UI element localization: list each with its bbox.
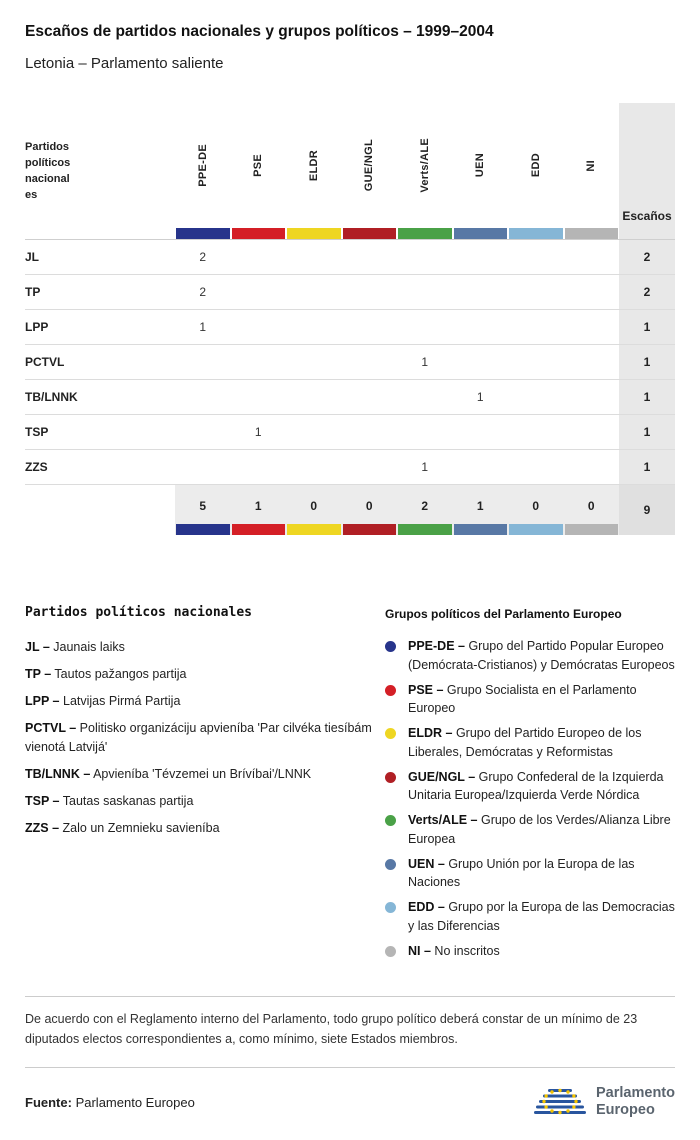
- group-label: ELDR: [307, 149, 320, 182]
- national-parties-legend-title: Partidos políticos nacionales: [25, 605, 252, 620]
- seat-cell: [175, 345, 231, 380]
- group-abbr: PPE-DE –: [408, 639, 465, 653]
- seat-cell: [286, 380, 342, 415]
- seat-cell: [564, 415, 620, 450]
- seat-cell: [397, 380, 453, 415]
- group-color-bar: [509, 524, 563, 535]
- group-label: UEN: [474, 153, 487, 178]
- seat-cell: [342, 310, 398, 345]
- party-name: TP: [25, 275, 175, 310]
- seats-header-label: Escaños: [622, 209, 672, 223]
- seat-cell: [231, 345, 287, 380]
- group-color-bar: [287, 524, 341, 535]
- party-legend-item: [25, 765, 373, 783]
- party-legend-item: [25, 638, 373, 656]
- seat-cell: 2: [175, 240, 231, 275]
- corner-line: es: [25, 189, 38, 201]
- party-abbr: TP –: [25, 667, 52, 682]
- group-legend-item: [385, 681, 675, 719]
- group-color-bar: [176, 524, 230, 535]
- ep-groups-legend: [385, 605, 675, 966]
- group-color-bar: [287, 228, 341, 239]
- group-total-cell: [342, 485, 398, 535]
- group-label: Verts/ALE: [418, 138, 431, 193]
- corner-line: nacional: [25, 173, 70, 185]
- party-full-name: Jaunais laiks: [53, 640, 125, 654]
- legend-section: [25, 605, 675, 966]
- group-abbr: NI –: [408, 943, 431, 958]
- seat-cell: 1: [453, 380, 509, 415]
- group-total-cell: [508, 485, 564, 535]
- group-abbr: EDD –: [408, 900, 445, 914]
- footer: [25, 1082, 675, 1122]
- seat-cell: [508, 345, 564, 380]
- seat-cell: [342, 240, 398, 275]
- group-total-cell: [175, 485, 231, 535]
- vlabel-wrap: [564, 103, 620, 228]
- group-total-value: 5: [199, 499, 207, 513]
- group-description: Grupo por la Europa de las Democracias y las Diferencias: [408, 900, 675, 933]
- seat-cell: [342, 415, 398, 450]
- group-color-dot: [385, 902, 396, 913]
- row-seats-total: 1: [619, 450, 675, 485]
- party-legend-item: [25, 719, 373, 755]
- group-color-bar: [232, 228, 286, 239]
- seat-cell: [453, 275, 509, 310]
- group-description: No inscritos: [434, 943, 500, 958]
- vlabel-wrap: [453, 103, 509, 228]
- group-color-bar: [454, 228, 508, 239]
- group-description: Grupo del Partido Popular Europeo (Demócrata-Cristianos) y Demócratas Europeos: [408, 639, 675, 672]
- row-seats-total: 1: [619, 310, 675, 345]
- party-legend-item: [25, 692, 373, 710]
- party-name: PCTVL: [25, 345, 175, 380]
- group-total-value: 1: [476, 499, 484, 513]
- party-name: ZZS: [25, 450, 175, 485]
- seat-cell: [175, 415, 231, 450]
- party-name: TB/LNNK: [25, 380, 175, 415]
- party-full-name: Latvijas Pirmá Partija: [63, 694, 181, 709]
- corner-line: políticos: [25, 157, 71, 169]
- row-seats-total: 1: [619, 380, 675, 415]
- party-full-name: Politisko organizáciju apvieníba 'Par cilvéka tiesíbám vienotá Latvijá': [25, 721, 372, 754]
- source-value: Parlamento Europeo: [75, 1094, 195, 1110]
- group-total-value: 2: [421, 499, 429, 513]
- seat-cell: [342, 380, 398, 415]
- party-abbr: ZZS –: [25, 820, 60, 835]
- page-title: Escaños de partidos nacionales y grupos políticos – 1999–2004: [25, 23, 494, 40]
- ep-hemicycle-stars-icon: [533, 1082, 587, 1122]
- vlabel-wrap: [397, 103, 453, 228]
- seat-cell: [231, 275, 287, 310]
- seat-cell: [175, 380, 231, 415]
- seat-cell: [231, 310, 287, 345]
- seat-cell: [342, 275, 398, 310]
- vlabel-wrap: [286, 103, 342, 228]
- seat-cell: [342, 345, 398, 380]
- group-color-bar: [343, 524, 397, 535]
- group-color-bar: [565, 228, 619, 239]
- group-abbr: PSE –: [408, 682, 444, 697]
- party-abbr: TB/LNNK –: [25, 766, 91, 781]
- group-description: Grupo Socialista en el Parlamento Europeo: [408, 682, 637, 716]
- party-abbr: JL –: [25, 640, 50, 654]
- seat-cell: [508, 415, 564, 450]
- seat-cell: [508, 380, 564, 415]
- group-abbr: ELDR –: [408, 726, 453, 740]
- logo-line1: Parlamento: [596, 1085, 675, 1102]
- party-name: TSP: [25, 415, 175, 450]
- party-abbr: PCTVL –: [25, 721, 77, 736]
- seat-cell: [286, 450, 342, 485]
- seat-cell: [231, 380, 287, 415]
- seat-cell: [508, 450, 564, 485]
- seat-cell: [508, 310, 564, 345]
- group-label: PSE: [252, 154, 265, 177]
- seats-column-header: [619, 103, 675, 240]
- national-parties-legend: [25, 605, 385, 966]
- seat-cell: [564, 275, 620, 310]
- footer-divider: [25, 1067, 675, 1068]
- seat-cell: [286, 240, 342, 275]
- group-column-header-verts-ale: [397, 103, 453, 240]
- group-color-bar: [398, 228, 452, 239]
- seat-cell: [564, 450, 620, 485]
- group-color-bar: [565, 524, 619, 535]
- seat-cell: [564, 345, 620, 380]
- group-label: NI: [585, 159, 598, 172]
- seat-cell: [564, 380, 620, 415]
- group-color-bar: [509, 228, 563, 239]
- seat-cell: [397, 415, 453, 450]
- seat-cell: 1: [175, 310, 231, 345]
- group-legend-item: [385, 768, 675, 806]
- party-legend-item: [25, 792, 373, 810]
- group-legend-item: [385, 637, 675, 675]
- party-full-name: Tautas saskanas partija: [62, 793, 194, 808]
- group-label: GUE/NGL: [363, 139, 376, 192]
- seat-cell: [231, 450, 287, 485]
- group-legend-item: [385, 724, 675, 762]
- group-color-bar: [232, 524, 286, 535]
- seat-cell: 2: [175, 275, 231, 310]
- seat-cell: [231, 240, 287, 275]
- parlamento-europeo-logo: [533, 1082, 675, 1122]
- party-abbr: TSP –: [25, 793, 60, 808]
- group-total-value: 0: [587, 499, 595, 513]
- party-full-name: Apvieníba 'Tévzemei un Brívíbai'/LNNK: [93, 766, 312, 781]
- seat-cell: 1: [231, 415, 287, 450]
- table-corner-header: [25, 103, 175, 240]
- footnote-text: De acuerdo con el Reglamento interno del Parlamento, todo grupo político deberá constar de un mínimo de 23 diputados electos correspondientes a, como mínimo, siete Estados miembros.: [25, 1012, 638, 1046]
- corner-line: Partidos: [25, 141, 70, 153]
- seat-cell: [564, 310, 620, 345]
- row-seats-total: 2: [619, 240, 675, 275]
- group-total-cell: [231, 485, 287, 535]
- ep-groups-legend-title: Grupos políticos del Parlamento Europeo: [385, 607, 622, 621]
- seat-cell: [286, 415, 342, 450]
- group-color-bar: [176, 228, 230, 239]
- group-color-bar: [454, 524, 508, 535]
- group-label: EDD: [529, 153, 542, 178]
- group-abbr: Verts/ALE –: [408, 813, 478, 827]
- seat-cell: [564, 240, 620, 275]
- vlabel-wrap: [231, 103, 287, 228]
- vlabel-wrap: [342, 103, 398, 228]
- group-total-value: 0: [310, 499, 318, 513]
- seat-cell: [397, 310, 453, 345]
- seat-cell: [397, 240, 453, 275]
- group-total-cell: [397, 485, 453, 535]
- group-legend-item: [385, 811, 675, 849]
- group-total-value: 1: [254, 499, 262, 513]
- party-full-name: Zalo un Zemnieku savieníba: [62, 820, 220, 835]
- seat-cell: [508, 275, 564, 310]
- group-column-header-pse: [231, 103, 287, 240]
- group-legend-item: [385, 898, 675, 936]
- group-column-header-edd: [508, 103, 564, 240]
- seat-cell: [508, 240, 564, 275]
- seat-cell: [286, 345, 342, 380]
- seat-cell: [286, 275, 342, 310]
- group-column-header-eldr: [286, 103, 342, 240]
- party-abbr: LPP –: [25, 694, 60, 709]
- logo-line2: Europeo: [596, 1102, 655, 1118]
- seat-cell: 1: [397, 450, 453, 485]
- party-legend-item: [25, 819, 373, 837]
- group-legend-item: [385, 855, 675, 893]
- party-full-name: Tautos pažangos partija: [54, 667, 187, 682]
- group-color-dot: [385, 772, 396, 783]
- logo-wordmark: [596, 1085, 675, 1118]
- group-description: Grupo de los Verdes/Alianza Libre Europea: [408, 813, 671, 846]
- group-total-cell: [453, 485, 509, 535]
- group-abbr: UEN –: [408, 856, 445, 871]
- group-description: Grupo del Partido Europeo de los Liberales, Demócratas y Reformistas: [408, 726, 642, 759]
- group-color-dot: [385, 946, 396, 957]
- seat-cell: [453, 415, 509, 450]
- group-color-dot: [385, 859, 396, 870]
- seat-cell: [453, 240, 509, 275]
- source-label: Fuente:: [25, 1094, 72, 1110]
- seat-cell: [342, 450, 398, 485]
- group-abbr: GUE/NGL –: [408, 769, 476, 784]
- seat-cell: [397, 275, 453, 310]
- source-line: [25, 1095, 195, 1110]
- group-total-value: 0: [532, 499, 540, 513]
- totals-empty-cell: [25, 485, 175, 535]
- group-total-cell: [564, 485, 620, 535]
- seat-cell: [453, 450, 509, 485]
- footnote-divider: [25, 996, 675, 997]
- seat-cell: [453, 345, 509, 380]
- group-total-value: 0: [365, 499, 373, 513]
- group-color-dot: [385, 685, 396, 696]
- group-color-bar: [398, 524, 452, 535]
- vlabel-wrap: [175, 103, 231, 228]
- group-description: Grupo Confederal de la Izquierda Unitaria Europea/Izquierda Verde Nórdica: [408, 769, 664, 803]
- row-seats-total: 1: [619, 415, 675, 450]
- group-color-bar: [343, 228, 397, 239]
- vlabel-wrap: [508, 103, 564, 228]
- group-legend-item: [385, 942, 675, 961]
- group-total-cell: [286, 485, 342, 535]
- seat-cell: [453, 310, 509, 345]
- seat-cell: 1: [397, 345, 453, 380]
- group-column-header-uen: [453, 103, 509, 240]
- row-seats-total: 2: [619, 275, 675, 310]
- party-name: JL: [25, 240, 175, 275]
- seat-cell: [175, 450, 231, 485]
- group-column-header-ni: [564, 103, 620, 240]
- seat-cell: [286, 310, 342, 345]
- row-seats-total: 1: [619, 345, 675, 380]
- group-description: Grupo Unión por la Europa de las Naciones: [408, 856, 635, 890]
- group-column-header-gue-ngl: [342, 103, 398, 240]
- group-color-dot: [385, 815, 396, 826]
- group-color-dot: [385, 641, 396, 652]
- seats-table: [25, 103, 675, 535]
- page-subtitle: Letonia – Parlamento saliente: [25, 55, 224, 72]
- party-legend-item: [25, 665, 373, 683]
- group-label: PPE-DE: [196, 144, 209, 187]
- party-name: LPP: [25, 310, 175, 345]
- group-color-dot: [385, 728, 396, 739]
- grand-total-cell: 9: [619, 485, 675, 535]
- group-column-header-ppe-de: [175, 103, 231, 240]
